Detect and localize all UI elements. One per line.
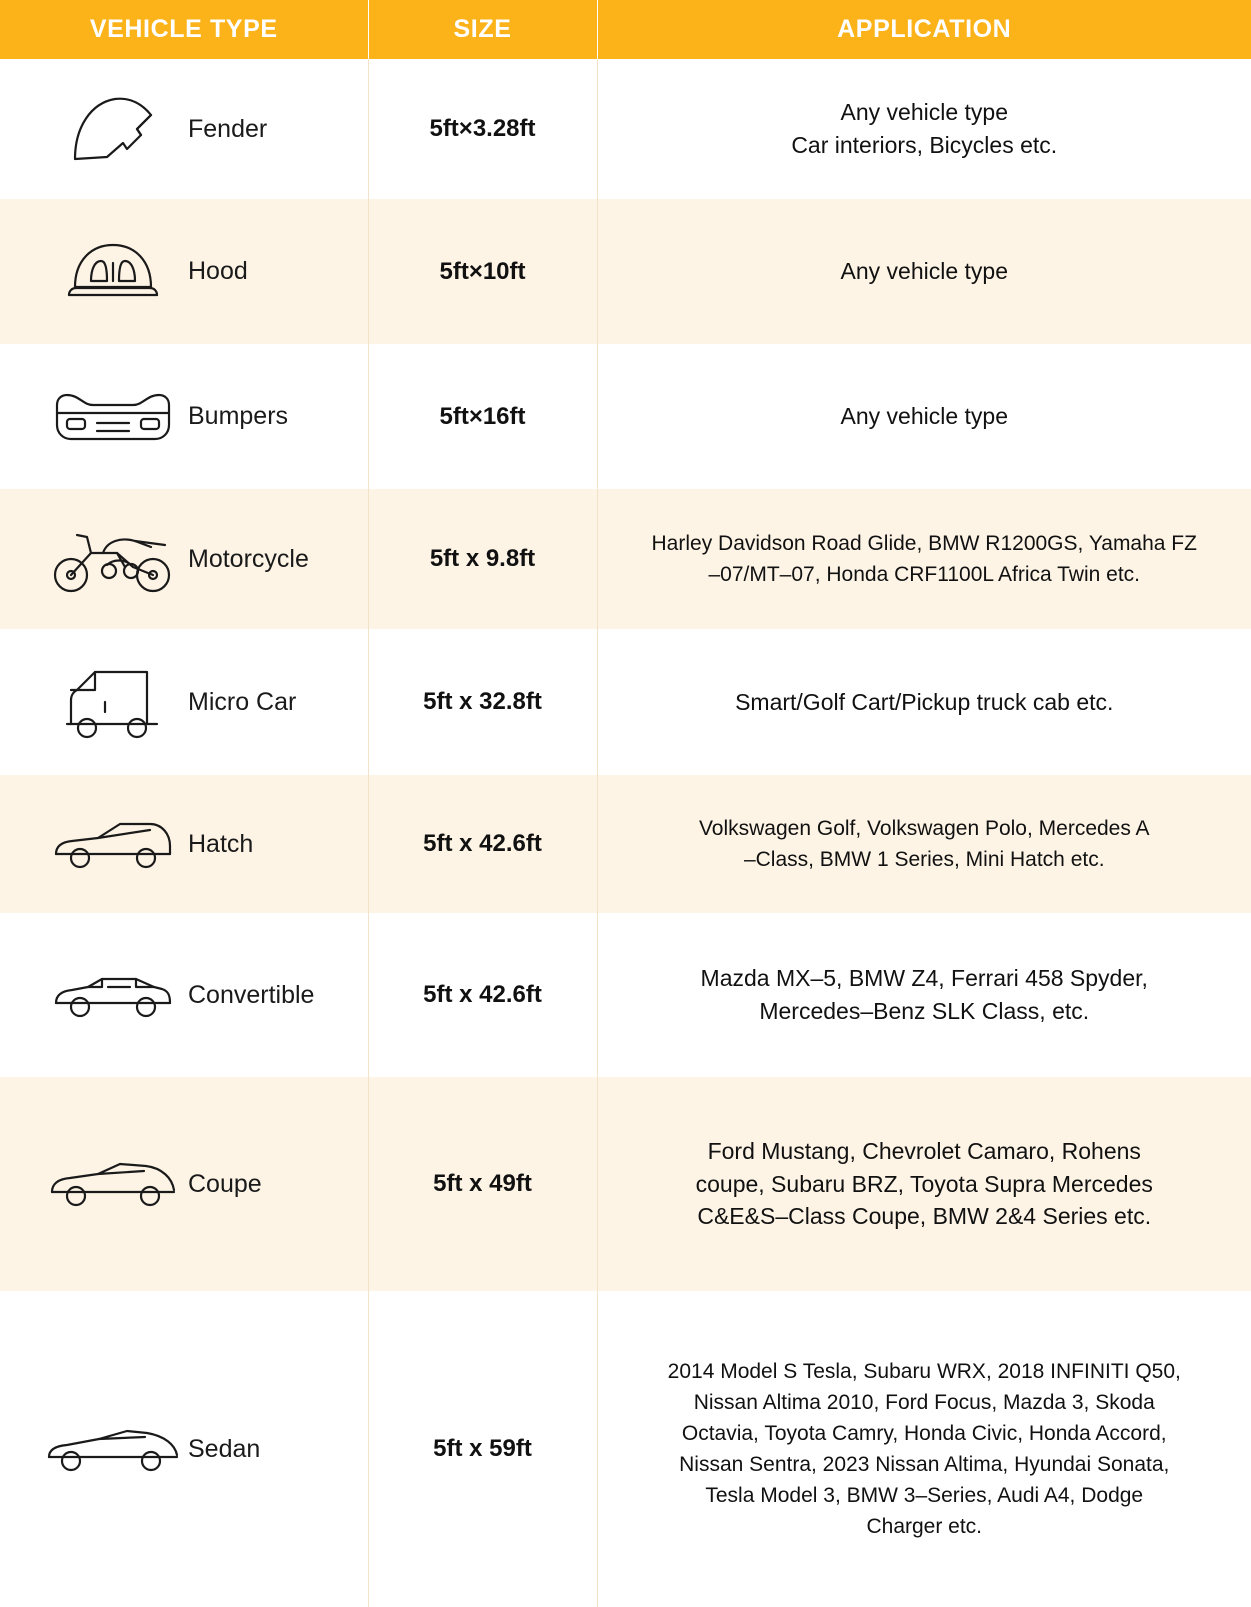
vehicle-type-cell [0, 775, 368, 913]
application-line: 2014 Model S Tesla, Subaru WRX, 2018 INFINITI Q50, [667, 1359, 1181, 1383]
table-row [0, 1291, 1251, 1607]
application-line: Mazda MX–5, BMW Z4, Ferrari 458 Spyder, [700, 965, 1148, 992]
application-line: Harley Davidson Road Glide, BMW R1200GS, Yamaha FZ [651, 531, 1197, 555]
application-cell [597, 199, 1251, 344]
hood-icon [38, 226, 188, 318]
table-row [0, 775, 1251, 913]
application-line: Mercedes–Benz SLK Class, etc. [759, 998, 1090, 1024]
application-line: Nissan Altima 2010, Ford Focus, Mazda 3, Skoda [693, 1390, 1155, 1414]
application-cell [597, 775, 1251, 913]
size-cell: 5ft x 9.8ft [368, 489, 597, 629]
application-cell [597, 629, 1251, 775]
table-row [0, 199, 1251, 344]
vehicle-type-label: Hood [188, 257, 248, 285]
table-row [0, 59, 1251, 199]
coupe-icon [38, 1138, 188, 1230]
sedan-icon [38, 1403, 188, 1495]
application-line: Any vehicle type [840, 258, 1008, 285]
table-body [0, 59, 1251, 1607]
size-cell: 5ft x 42.6ft [368, 775, 597, 913]
size-cell: 5ft×10ft [368, 199, 597, 344]
application-line: Tesla Model 3, BMW 3–Series, Audi A4, Dodge [705, 1484, 1144, 1508]
application-line: Volkswagen Golf, Volkswagen Polo, Mercedes A [698, 816, 1150, 840]
size-cell: 5ft x 59ft [368, 1291, 597, 1607]
application-line: C&E&S–Class Coupe, BMW 2&4 Series etc. [697, 1203, 1152, 1230]
micro-car-icon [38, 656, 188, 748]
column-header-vehicle-type: VEHICLE TYPE [0, 0, 368, 59]
size-cell: 5ft×3.28ft [368, 59, 597, 199]
application-line: Nissan Sentra, 2023 Nissan Altima, Hyundai Sonata, [679, 1453, 1170, 1476]
vehicle-type-cell [0, 1077, 368, 1291]
size-cell: 5ft x 42.6ft [368, 913, 597, 1077]
application-cell [597, 344, 1251, 489]
vehicle-type-label: Hatch [188, 829, 254, 858]
vehicle-type-cell [0, 489, 368, 629]
application-line: Car interiors, Bicycles etc. [791, 132, 1058, 158]
column-header-application: APPLICATION [597, 0, 1251, 59]
application-cell [597, 1291, 1251, 1607]
vehicle-type-label: Motorcycle [188, 544, 309, 573]
vehicle-type-cell [0, 913, 368, 1077]
hatch-icon [38, 798, 188, 890]
vehicle-type-cell [0, 629, 368, 775]
application-line: –Class, BMW 1 Series, Mini Hatch etc. [743, 848, 1105, 871]
application-cell [597, 913, 1251, 1077]
bumper-icon [38, 371, 188, 463]
vehicle-type-label: Coupe [188, 1169, 262, 1198]
vehicle-type-label: Fender [188, 114, 268, 143]
table-row [0, 489, 1251, 629]
table-header [0, 0, 1251, 59]
size-cell: 5ft x 32.8ft [368, 629, 597, 775]
application-line: coupe, Subaru BRZ, Toyota Supra Mercedes [695, 1170, 1153, 1197]
table-row [0, 629, 1251, 775]
application-line: Any vehicle type [840, 403, 1008, 430]
vehicle-type-label: Sedan [188, 1434, 261, 1463]
convertible-icon [38, 949, 188, 1041]
vehicle-type-label: Bumpers [188, 402, 289, 430]
motorcycle-icon [38, 513, 188, 605]
table-row [0, 913, 1251, 1077]
application-line: –07/MT–07, Honda CRF1100L Africa Twin etc. [708, 563, 1140, 586]
fender-icon [38, 83, 188, 175]
vehicle-type-cell [0, 199, 368, 344]
application-line: Octavia, Toyota Camry, Honda Civic, Honda Accord, [681, 1421, 1167, 1445]
size-cell: 5ft x 49ft [368, 1077, 597, 1291]
application-line: Any vehicle type [840, 99, 1008, 126]
vehicle-type-cell [0, 59, 368, 199]
application-line: Smart/Golf Cart/Pickup truck cab etc. [735, 688, 1114, 715]
vehicle-type-cell [0, 344, 368, 489]
application-cell [597, 59, 1251, 199]
size-cell: 5ft×16ft [368, 344, 597, 489]
table-row [0, 344, 1251, 489]
vehicle-type-label: Micro Car [188, 687, 297, 716]
vehicle-type-label: Convertible [188, 980, 315, 1009]
table-row [0, 1077, 1251, 1291]
application-line: Ford Mustang, Chevrolet Camaro, Rohens [707, 1138, 1141, 1165]
application-cell [597, 489, 1251, 629]
vehicle-type-cell [0, 1291, 368, 1607]
column-header-size: SIZE [368, 0, 597, 59]
application-cell [597, 1077, 1251, 1291]
application-line: Charger etc. [866, 1515, 983, 1539]
